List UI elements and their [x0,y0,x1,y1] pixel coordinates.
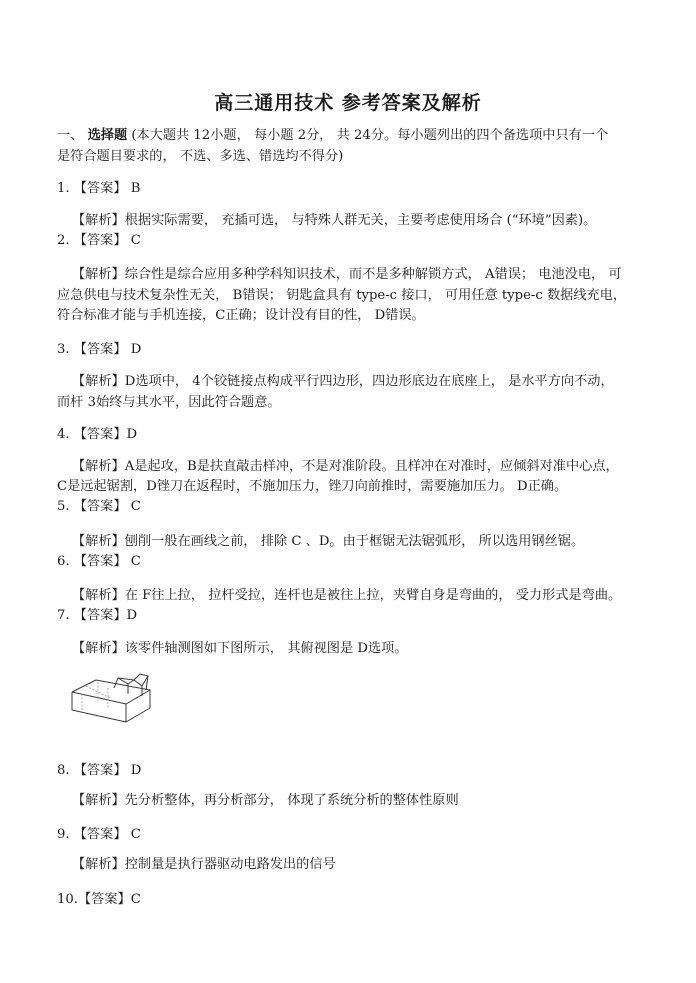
section-name: 选择题 [87,128,128,143]
explanation-5-line-1: 【解析】刨削一般在画线之前， 排除 C 、D。由于框锯无法锯弧形， 所以选用钢丝锯。 [72,534,585,549]
explanation-2-line-2: 应急供电与技术复杂性无关， B错误； 钥匙盒具有 type-c 接口， 可用任意 type-c 数据线充电， [57,288,627,303]
answer-5: 5. 【答案】 C [57,499,141,514]
section-heading [57,127,608,145]
answer-1: 1. 【答案】 B [57,181,141,196]
answer-4: 4. 【答案】D [57,427,138,442]
answer-3: 3. 【答案】 D [57,342,142,357]
section-desc-line2: 是符合题目要求的， 不选、多选、错选均不得分) [57,149,344,164]
answer-9: 9. 【答案】 C [57,827,141,842]
answer-8: 8. 【答案】 D [57,763,142,778]
explanation-8-line-1: 【解析】先分析整体，再分析部分， 体现了系统分析的整体性原则 [72,793,459,808]
explanation-7-line-1: 【解析】该零件轴测图如下图所示， 其俯视图是 D选项。 [72,641,408,656]
explanation-3-line-2: 而杆 3始终与其水平，因此符合题意。 [57,395,281,410]
page-title: 高三通用技术 参考答案及解析 [214,92,482,114]
answer-6: 6. 【答案】 C [57,554,141,569]
answer-10: 10.【答案】C [57,892,141,907]
explanation-6-line-1: 【解析】在 F往上拉， 拉杆受拉，连杆也是被往上拉，夹臂自身是弯曲的， 受力形式是弯曲。 [72,588,622,603]
explanation-3-line-1: 【解析】D选项中， 4个铰链接点构成平行四边形，四边形底边在底座上， 是水平方向不动， [72,374,614,389]
explanation-9-line-1: 【解析】控制量是执行器驱动电路发出的信号 [72,857,336,872]
explanation-4-line-2: C是远起锯割，D锉刀在返程时，不施加压力，锉刀向前推时，需要施加压力。 D正确。 [57,479,568,494]
section-desc-line1: (本大题共 12小题， 每小题 2分， 共 24分。每小题列出的四个备选项中只有一个 [127,128,609,143]
answer-7: 7. 【答案】D [57,608,138,623]
explanation-4-line-1: 【解析】A是起攻，B是扶直敲击样冲，不是对准阶段。且样冲在对准时，应倾斜对准中心点， [72,459,619,474]
explanation-2-line-3: 符合标准才能与手机连接，C正确；设计没有目的性， D错误。 [57,308,425,323]
explanation-2-line-1: 【解析】综合性是综合应用多种学科知识技术，而不是多种解锁方式， A错误； 电池没电， 可 [72,267,622,282]
explanation-1-line-1: 【解析】根据实际需要， 充插可选， 与特殊人群无关，主要考虑使用场合 (“环境”因素)。 [72,213,597,228]
isometric-part-figure [68,668,154,726]
answer-2: 2. 【答案】 C [57,233,141,248]
section-prefix: 一、 [57,128,88,143]
